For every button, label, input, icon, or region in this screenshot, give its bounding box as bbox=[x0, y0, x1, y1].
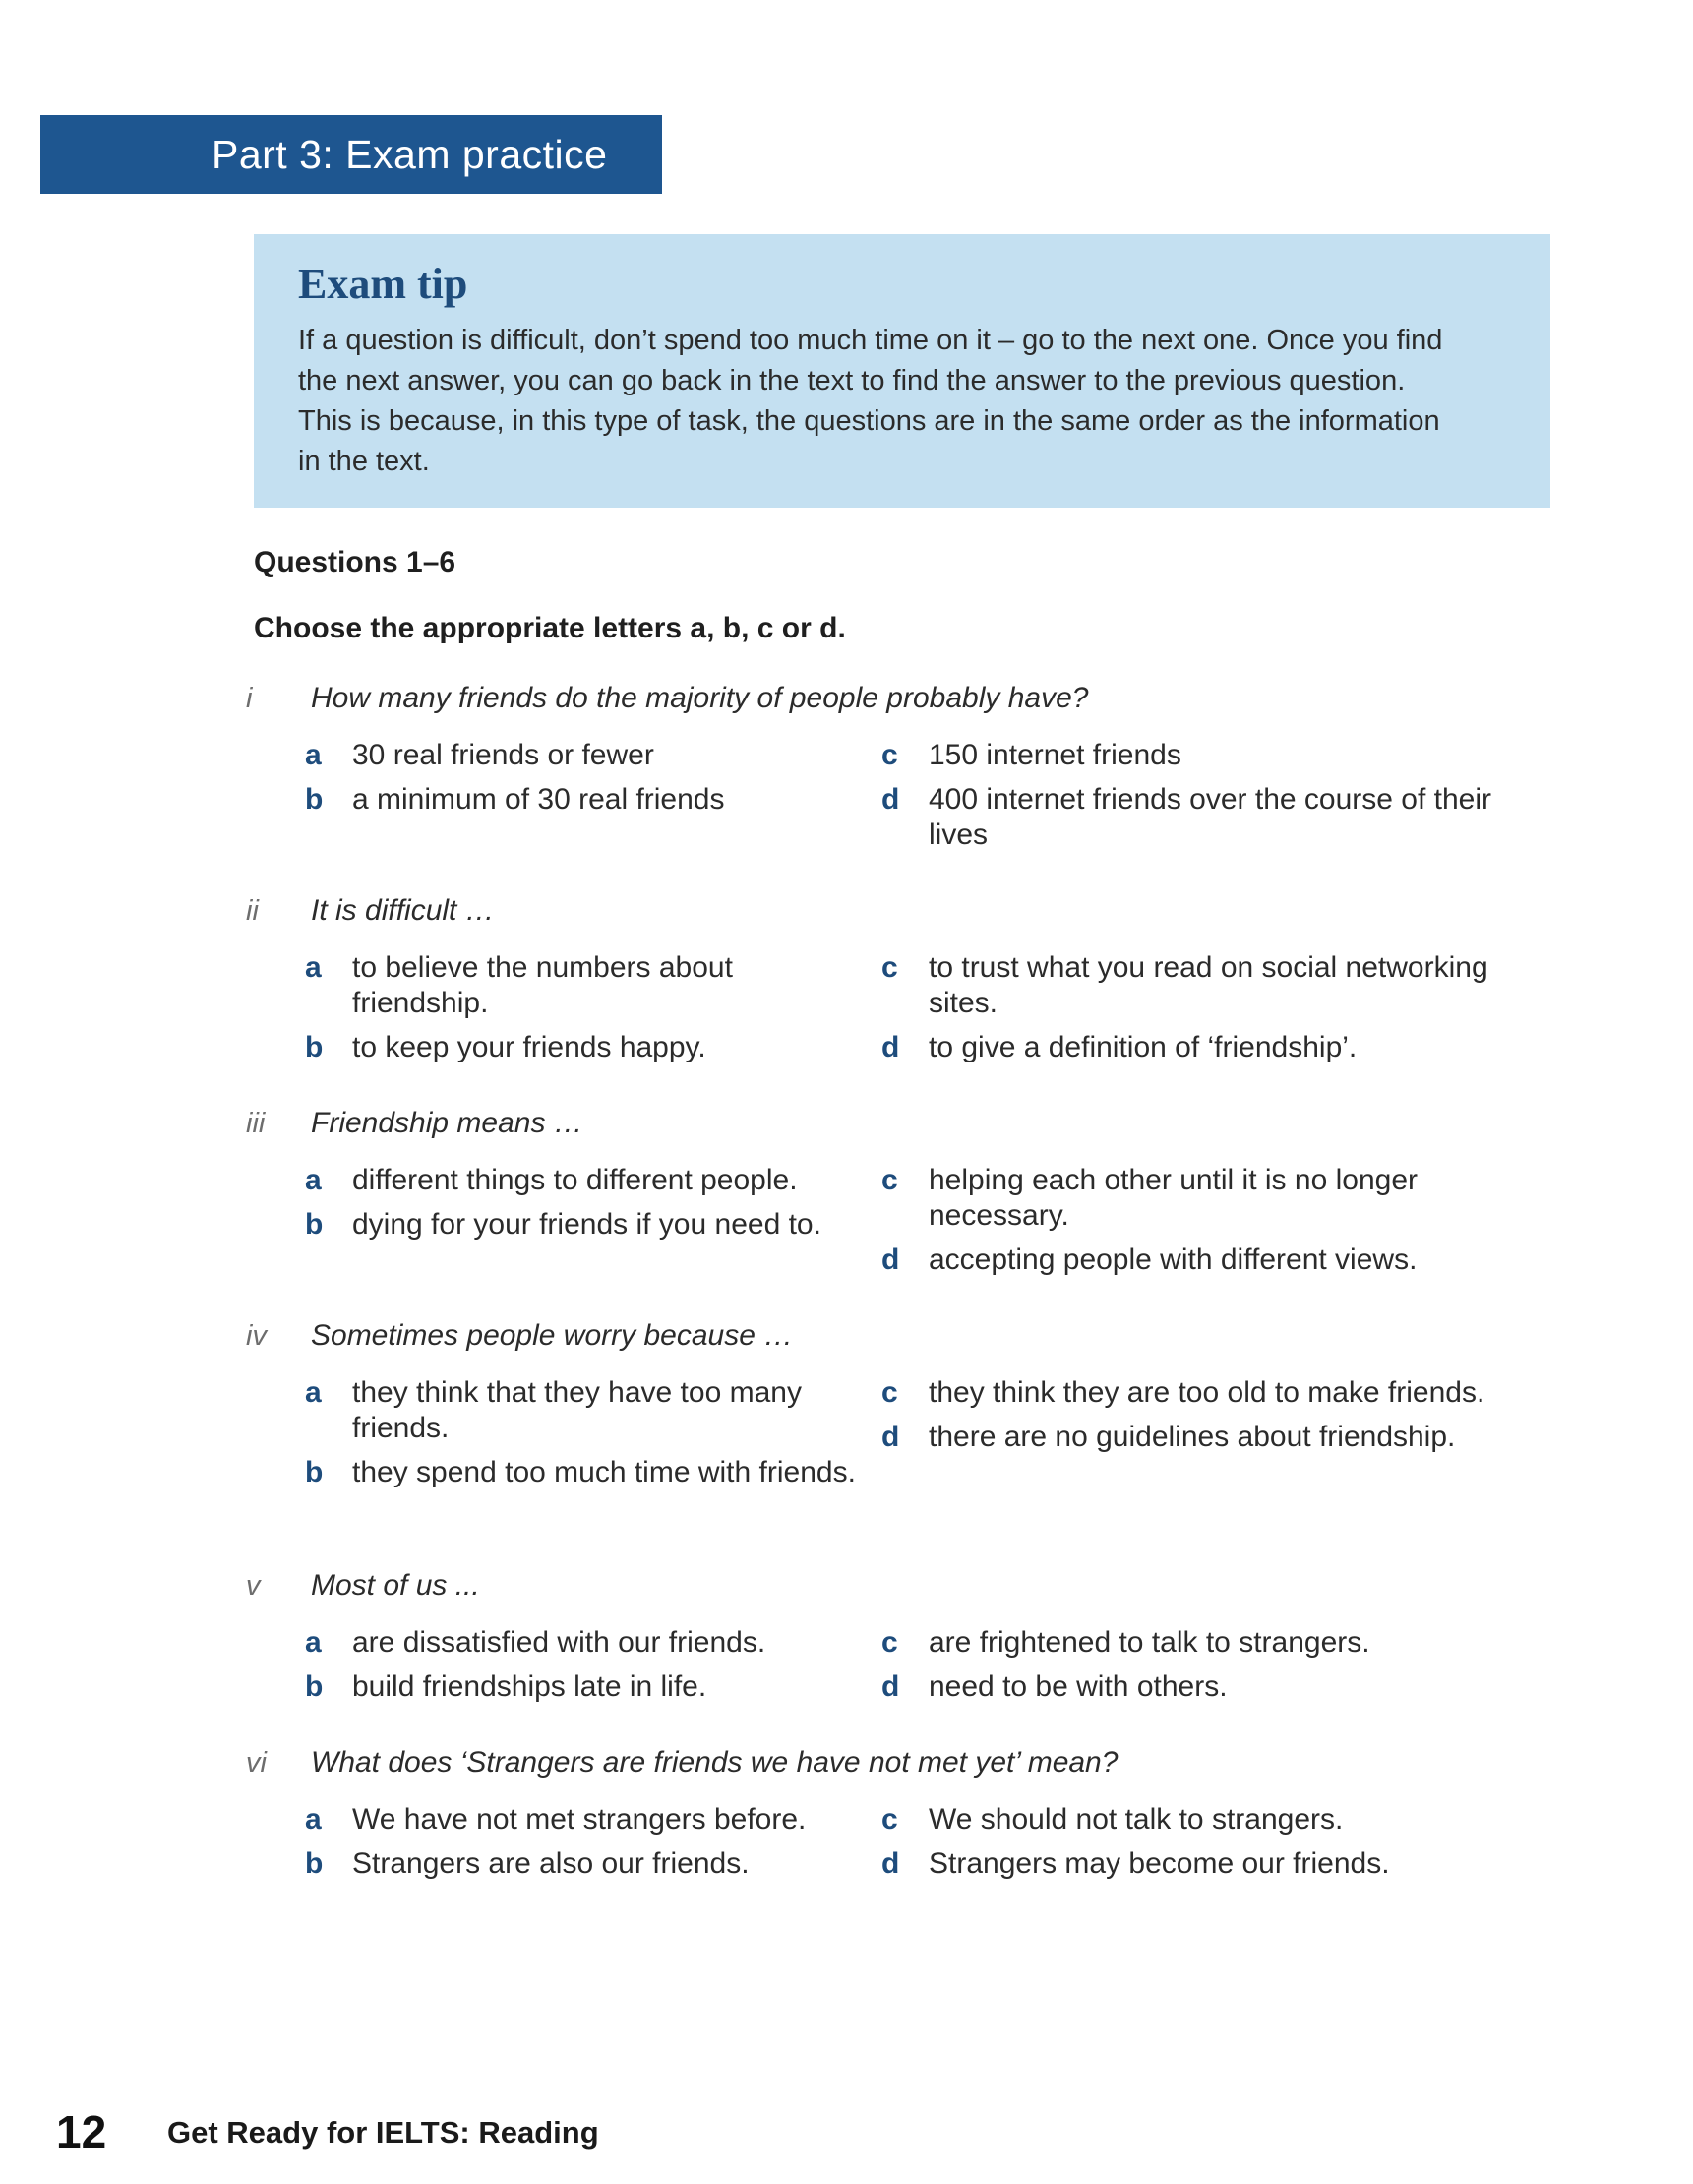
option-text: they spend too much time with friends. bbox=[352, 1456, 856, 1488]
option-text: there are no guidelines about friendship. bbox=[929, 1421, 1456, 1453]
option-letter: d bbox=[881, 1244, 900, 1276]
option-letter: d bbox=[881, 1670, 900, 1703]
exam-tip-title: Exam tip bbox=[298, 260, 468, 308]
question-number: vi bbox=[246, 1747, 267, 1779]
exam-tip-line: the next answer, you can go back in the text to find the answer to the previous question. bbox=[298, 365, 1406, 396]
instruction-text: Choose the appropriate letters a, b, c or d. bbox=[254, 612, 846, 644]
option-letter: a bbox=[305, 739, 322, 771]
option-letter: a bbox=[305, 951, 322, 984]
option-letter: c bbox=[881, 1626, 898, 1659]
option-letter: a bbox=[305, 1803, 322, 1836]
option-letter: c bbox=[881, 1164, 898, 1196]
question-text: Friendship means … bbox=[311, 1107, 583, 1139]
option-letter: d bbox=[881, 1848, 900, 1880]
question-vi bbox=[246, 1743, 1564, 1880]
option-letter: c bbox=[881, 1376, 898, 1409]
option-letter: c bbox=[881, 951, 898, 984]
option-text: 150 internet friends bbox=[929, 739, 1181, 771]
question-v bbox=[246, 1566, 1564, 1703]
exam-tip-box bbox=[254, 234, 1550, 508]
option-text: to trust what you read on social networking sites. bbox=[929, 951, 1488, 1019]
question-text: Most of us ... bbox=[311, 1569, 480, 1602]
option-text: 400 internet friends over the course of their lives bbox=[929, 783, 1491, 851]
option-c[interactable] bbox=[881, 950, 1531, 1021]
question-iv bbox=[246, 1316, 1564, 1488]
option-text: build friendships late in life. bbox=[352, 1670, 707, 1703]
option-letter: b bbox=[305, 1208, 324, 1241]
option-text: need to be with others. bbox=[929, 1670, 1228, 1703]
option-a[interactable] bbox=[305, 1802, 856, 1838]
page-number: 12 bbox=[56, 2106, 107, 2157]
question-text: Sometimes people worry because … bbox=[311, 1319, 794, 1352]
option-d[interactable] bbox=[881, 1030, 1531, 1065]
option-a[interactable] bbox=[305, 1625, 856, 1661]
exam-tip-line: This is because, in this type of task, the questions are in the same order as the information bbox=[298, 405, 1440, 437]
option-text: to give a definition of ‘friendship’. bbox=[929, 1031, 1358, 1063]
option-text: dying for your friends if you need to. bbox=[352, 1208, 821, 1241]
option-d[interactable] bbox=[881, 1420, 1531, 1455]
option-letter: b bbox=[305, 783, 324, 816]
exam-tip-line: If a question is difficult, don’t spend too much time on it – go to the next one. Once you find bbox=[298, 325, 1443, 356]
option-text: 30 real friends or fewer bbox=[352, 739, 654, 771]
part-title: Part 3: Exam practice bbox=[212, 131, 608, 177]
option-b[interactable] bbox=[305, 1455, 856, 1490]
option-letter: b bbox=[305, 1031, 324, 1063]
option-text: they think that they have too many friends. bbox=[352, 1376, 802, 1444]
option-text: Strangers are also our friends. bbox=[352, 1848, 750, 1880]
option-b[interactable] bbox=[305, 1847, 856, 1882]
book-title: Get Ready for IELTS: Reading bbox=[167, 2115, 599, 2150]
option-letter: b bbox=[305, 1848, 324, 1880]
option-text: We should not talk to strangers. bbox=[929, 1803, 1344, 1836]
question-text: What does ‘Strangers are friends we have not met yet’ mean? bbox=[311, 1746, 1119, 1779]
option-b[interactable] bbox=[305, 1207, 856, 1243]
option-d[interactable] bbox=[881, 1243, 1531, 1278]
option-b[interactable] bbox=[305, 1669, 856, 1705]
option-text: different things to different people. bbox=[352, 1164, 798, 1196]
option-c[interactable] bbox=[881, 738, 1531, 773]
option-text: to believe the numbers about friendship. bbox=[352, 951, 733, 1019]
question-number: iv bbox=[246, 1320, 267, 1352]
question-iii bbox=[246, 1104, 1564, 1276]
option-letter: a bbox=[305, 1164, 322, 1196]
option-text: are frightened to talk to strangers. bbox=[929, 1626, 1370, 1659]
option-a[interactable] bbox=[305, 738, 856, 773]
question-text: How many friends do the majority of people probably have? bbox=[311, 682, 1089, 714]
question-ii bbox=[246, 891, 1564, 1063]
option-letter: a bbox=[305, 1626, 322, 1659]
question-number: i bbox=[246, 683, 253, 714]
option-c[interactable] bbox=[881, 1802, 1531, 1838]
questions-heading: Questions 1–6 bbox=[254, 546, 456, 578]
option-text: they think they are too old to make friends. bbox=[929, 1376, 1485, 1409]
part-banner bbox=[40, 115, 662, 194]
option-text: accepting people with different views. bbox=[929, 1244, 1418, 1276]
exam-tip-line: in the text. bbox=[298, 446, 430, 477]
option-c[interactable] bbox=[881, 1625, 1531, 1661]
option-letter: c bbox=[881, 739, 898, 771]
option-d[interactable] bbox=[881, 1669, 1531, 1705]
option-d[interactable] bbox=[881, 782, 1531, 853]
option-text: Strangers may become our friends. bbox=[929, 1848, 1390, 1880]
option-letter: a bbox=[305, 1376, 322, 1409]
option-a[interactable] bbox=[305, 950, 856, 1021]
question-number: v bbox=[246, 1570, 261, 1602]
option-letter: c bbox=[881, 1803, 898, 1836]
option-letter: d bbox=[881, 1031, 900, 1063]
option-a[interactable] bbox=[305, 1375, 856, 1446]
question-number: iii bbox=[246, 1108, 266, 1139]
exam-tip-body bbox=[298, 321, 1501, 482]
option-text: We have not met strangers before. bbox=[352, 1803, 807, 1836]
option-a[interactable] bbox=[305, 1163, 856, 1198]
option-text: helping each other until it is no longer necessary. bbox=[929, 1164, 1418, 1232]
option-c[interactable] bbox=[881, 1375, 1531, 1411]
option-b[interactable] bbox=[305, 1030, 856, 1065]
option-letter: b bbox=[305, 1456, 324, 1488]
option-b[interactable] bbox=[305, 782, 856, 818]
question-text: It is difficult … bbox=[311, 894, 495, 927]
option-text: are dissatisfied with our friends. bbox=[352, 1626, 766, 1659]
option-text: a minimum of 30 real friends bbox=[352, 783, 725, 816]
option-d[interactable] bbox=[881, 1847, 1531, 1882]
option-letter: b bbox=[305, 1670, 324, 1703]
option-text: to keep your friends happy. bbox=[352, 1031, 706, 1063]
question-number: ii bbox=[246, 895, 259, 927]
question-i bbox=[246, 679, 1564, 851]
option-letter: d bbox=[881, 783, 900, 816]
option-c[interactable] bbox=[881, 1163, 1531, 1234]
option-letter: d bbox=[881, 1421, 900, 1453]
